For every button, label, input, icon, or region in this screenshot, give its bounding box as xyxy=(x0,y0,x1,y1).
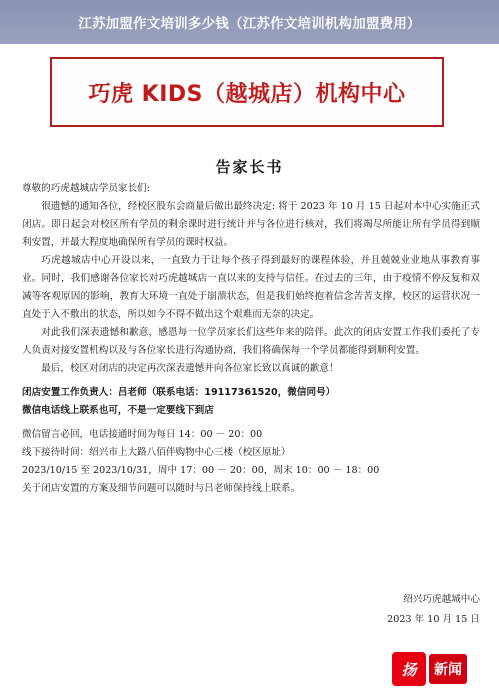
hours-line-2: 线下接待时间：绍兴市上大路八佰伴购物中心三楼（校区原址） xyxy=(22,447,291,458)
document-title: 告家长书 xyxy=(215,158,284,176)
paragraph-4: 最后，校区对闭店的决定再次深表遗憾并向各位家长致以真诚的歉意！ xyxy=(41,363,339,374)
article-title: 江苏加盟作文培训多少钱（江苏作文培训机构加盟费用） xyxy=(78,16,421,32)
article-title-bar xyxy=(0,0,499,44)
contact-online-line: 微信电话线上联系也可，不是一定要线下到店 xyxy=(22,405,214,416)
notice-body xyxy=(22,180,480,498)
contact-person-line: 闭店安置工作负责人：吕老师（联系电话：19117361520，微信同号） xyxy=(22,387,336,398)
signature-block xyxy=(340,590,480,630)
logo-word: 新闻 xyxy=(429,654,467,684)
notice-image xyxy=(0,44,499,696)
signature-org: 绍兴巧虎越城中心 xyxy=(403,594,480,605)
hours-line-4: 关于闭店安置的方案及细节问题可以随时与吕老师保持线上联系。 xyxy=(22,483,301,494)
notice-header-text: 巧虎 KIDS（越城店）机构中心 xyxy=(88,81,406,107)
paragraph-2: 巧虎越城店中心开设以来，一直致力于让每个孩子得到最好的课程体验，并且兢兢业业地从事教育事业。同时，我们感谢各位家长对巧虎越城店一直以来的支持与信任。在过去的三年，由于疫情不停反复和双减等客观原因的影响，教育大环境一直处于崩溃状态，但是我们始终抱着信念苦苦支撑，校区的运营状况一直处于入不敷出的状态，所以如今不得不做出这个艰难而无奈的决定。 xyxy=(22,255,480,320)
paragraph-3: 对此我们深表遗憾和歉意，感恩每一位学员家长们这些年来的陪伴。此次的闭店安置工作我们委托了专人负责对接安置机构以及与各位家长进行沟通协商，我们将确保每一个学员都能得到顺利安置。 xyxy=(22,327,480,356)
logo-mark: 扬 xyxy=(392,652,426,686)
hours-line-3: 2023/10/15 至 2023/10/31，周中 17：00 － 20：00，周末 10：00 － 18：00 xyxy=(22,465,380,476)
signature-date: 2023 年 10 月 15 日 xyxy=(387,614,480,625)
hours-line-1: 微信留言必回，电话接通时间为每日 14：00 － 20：00 xyxy=(22,429,263,440)
news-watermark-logo xyxy=(392,652,486,686)
greeting: 尊敬的巧虎越城店学员家长们: xyxy=(22,183,150,194)
notice-header-banner xyxy=(50,57,444,127)
paragraph-1: 很遗憾的通知各位，经校区股东会商量后做出最终决定: 将于 2023 年 10 月 15 日起对本中心实施正式闭店。即日起会对校区所有学员的剩余课时进行统计并与各位进行核对，我们将竭尽所能让所有学员得到顺利安置，并最大程度地确保所有学员的课时权益。 xyxy=(22,201,480,248)
